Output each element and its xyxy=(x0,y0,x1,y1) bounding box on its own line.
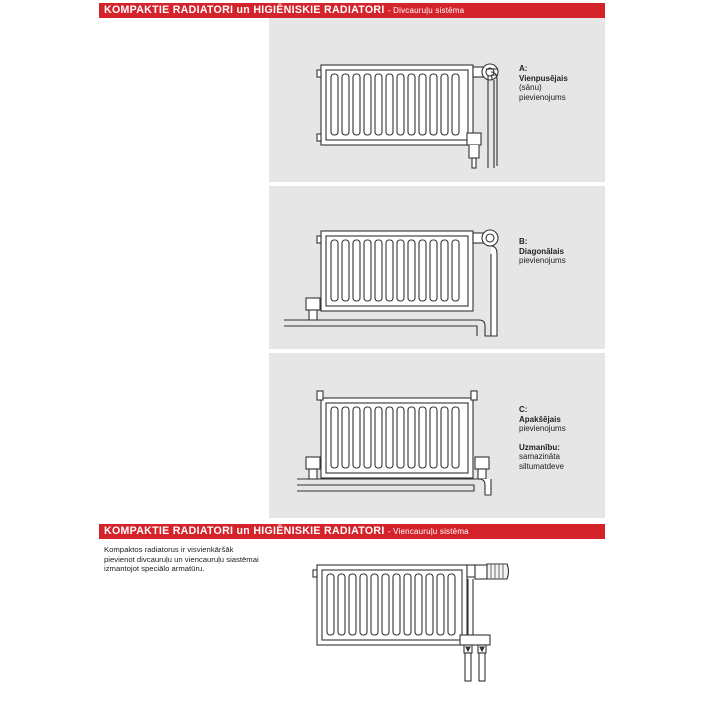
section-banner-two-pipe xyxy=(99,3,605,18)
label-line: Vienpusējais xyxy=(519,73,568,83)
thermostatic-valve xyxy=(473,64,498,80)
section-title: KOMPAKTIE RADIATORI un HIGIĒNISKIE RADIATORI xyxy=(104,4,385,16)
label-letter: B: xyxy=(519,237,528,246)
section-subtitle: - Divcauruļu sistēma xyxy=(387,6,465,15)
section-banner-one-pipe xyxy=(99,524,605,539)
radiator-diagram-one-pipe xyxy=(300,555,520,685)
return-valve xyxy=(306,298,320,320)
label-line: pievienojums xyxy=(519,92,566,102)
section-subtitle: - Viencauruļu sistēma xyxy=(387,527,469,536)
label-letter: C: xyxy=(519,405,528,414)
thermostat-head xyxy=(475,564,509,579)
label-line: pievienojums xyxy=(519,256,566,266)
label-letter: A: xyxy=(519,64,528,73)
panel-label-b xyxy=(519,237,566,266)
note-line: samazināta xyxy=(519,452,560,462)
panel-bottom-connection xyxy=(269,353,605,518)
thermostatic-valve xyxy=(473,230,498,246)
label-line: (sānu) xyxy=(519,83,542,93)
note-line: siltumatdeve xyxy=(519,461,564,471)
return-valve xyxy=(467,133,481,168)
one-pipe-valve-block xyxy=(460,635,490,681)
valve-right xyxy=(475,457,489,479)
panel-label-c xyxy=(519,405,566,472)
label-line: Apakšējais xyxy=(519,414,561,424)
note-title: Uzmanību: xyxy=(519,442,560,452)
section-title: KOMPAKTIE RADIATORI un HIGIĒNISKIE RADIATORI xyxy=(104,525,385,537)
label-line: Diagonālais xyxy=(519,246,564,256)
panel-label-a xyxy=(519,64,568,102)
panel-diagonal-connection xyxy=(269,186,605,349)
valve-left xyxy=(306,457,320,479)
label-line: pievienojums xyxy=(519,424,566,434)
section-description: Kompaktos radiatorus ir visvienkāršāk pievienot divcauruļu un viencauruļu siastēmai izmantojot speciālo armatūru. xyxy=(104,545,259,574)
radiator-diagram-b xyxy=(269,186,605,349)
panel-side-connection xyxy=(269,18,605,182)
